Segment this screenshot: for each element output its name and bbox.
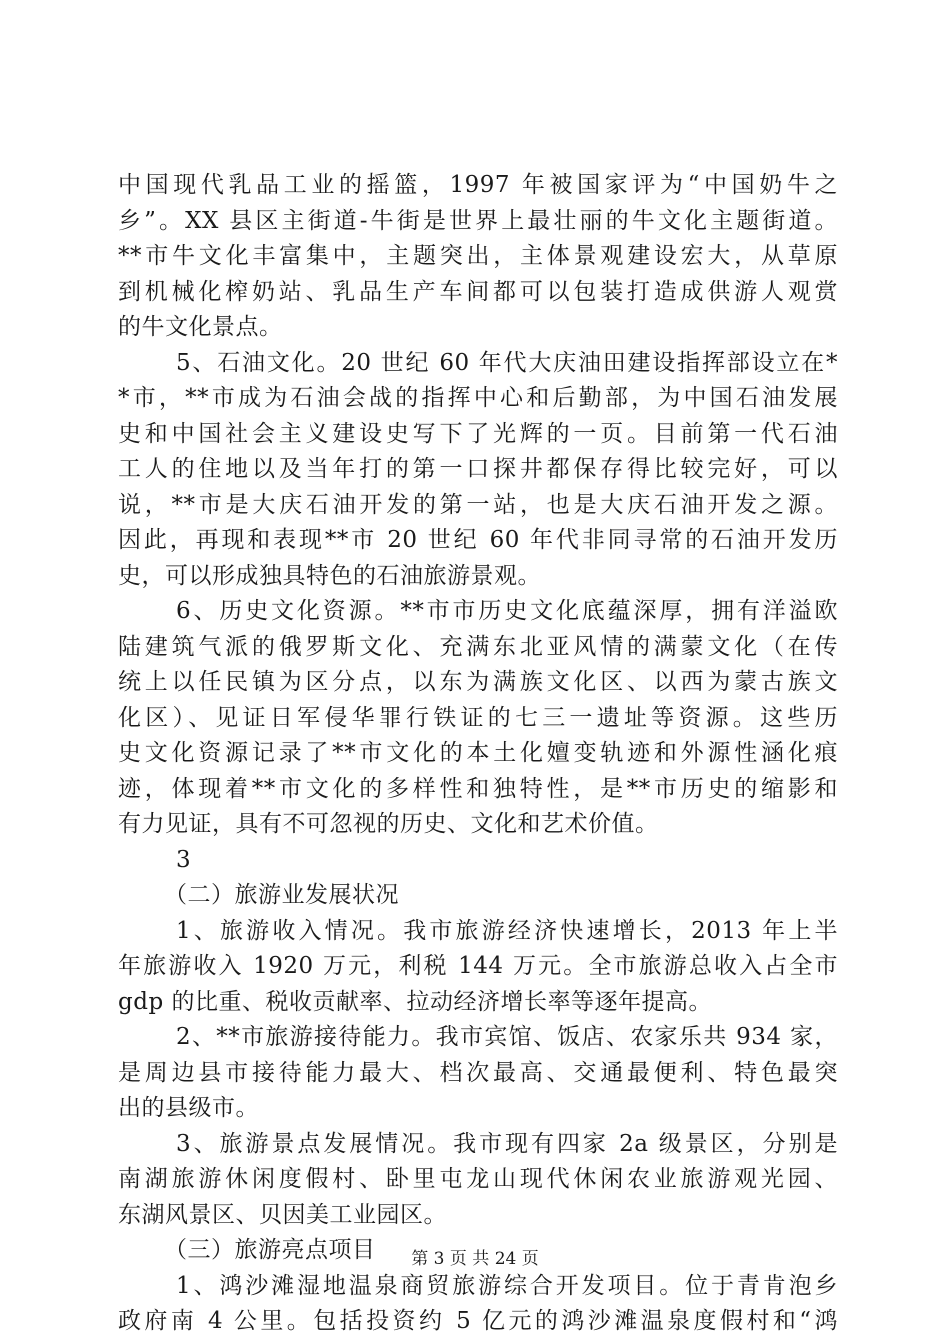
text-line: 史，可以形成独具特色的石油旅游景观。 <box>118 562 541 589</box>
text-line: 3 <box>176 846 192 873</box>
text-line: 5、石油文化。20 世纪 60 年代大庆油田建设指挥部设立在* <box>176 349 838 376</box>
text-line: 化区）、见证日军侵华罪行铁证的七三一遗址等资源。这些历 <box>118 704 838 731</box>
text-line: 是周边县市接待能力最大、档次最高、交通最便利、特色最突 <box>118 1059 838 1086</box>
text-line: 出的县级市。 <box>118 1095 259 1121</box>
text-line: 陆建筑气派的俄罗斯文化、充满东北亚风情的满蒙文化（在传 <box>118 633 838 660</box>
text-line: 统上以任民镇为区分点，以东为满族文化区、以西为蒙古族文 <box>118 669 838 695</box>
text-line: 到机械化榨奶站、乳品生产车间都可以包装打造成供游人观赏 <box>118 278 838 305</box>
text-line: 因此，再现和表现**市 20 世纪 60 年代非同寻常的石油开发历 <box>118 527 838 553</box>
text-line: 南湖旅游休闲度假村、卧里屯龙山现代休闲农业旅游观光园、 <box>118 1166 838 1192</box>
text-line: 中国现代乳品工业的摇篮，1997 年被国家评为“中国奶牛之 <box>118 172 838 198</box>
text-line: gdp 的比重、税收贡献率、拉动经济增长率等逐年提高。 <box>118 988 712 1015</box>
text-line: 政府南 4 公里。包括投资约 5 亿元的鸿沙滩温泉度假村和“鸿 <box>118 1308 838 1334</box>
text-line: 乡”。XX 县区主街道-牛街是世界上最壮丽的牛文化主题街道。 <box>118 207 838 234</box>
text-line: 6、历史文化资源。**市市历史文化底蕴深厚，拥有洋溢欧 <box>176 598 838 624</box>
text-line: 3、旅游景点发展情况。我市现有四家 2a 级景区，分别是 <box>176 1130 838 1157</box>
text-line: 东湖风景区、贝因美工业园区。 <box>118 1201 447 1228</box>
text-line: 说，**市是大庆石油开发的第一站，也是大庆石油开发之源。 <box>118 491 838 518</box>
text-line: 的牛文化景点。 <box>118 314 283 340</box>
text-line: 年旅游收入 1920 万元，利税 144 万元。全市旅游总收入占全市 <box>118 953 838 979</box>
text-line: （二）旅游业发展状况 <box>164 882 399 908</box>
text-line: 史文化资源记录了**市文化的本土化嬗变轨迹和外源性涵化痕 <box>118 740 838 766</box>
text-line: 史和中国社会主义建设史写下了光辉的一页。目前第一代石油 <box>118 420 838 447</box>
document-body <box>118 168 838 1340</box>
text-line: 迹，体现着**市文化的多样性和独特性，是**市历史的缩影和 <box>118 775 838 802</box>
text-line: 工人的住地以及当年打的第一口探井都保存得比较完好，可以 <box>118 456 838 482</box>
text-line: 1、鸿沙滩湿地温泉商贸旅游综合开发项目。位于青肯泡乡 <box>176 1272 838 1299</box>
text-line: 2、**市旅游接待能力。我市宾馆、饭店、农家乐共 934 家， <box>176 1024 838 1050</box>
page-footer: 第 3 页 共 24 页 <box>411 1249 539 1269</box>
text-line: **市牛文化丰富集中，主题突出，主体景观建设宏大，从草原 <box>118 243 838 269</box>
text-line: 1、旅游收入情况。我市旅游经济快速增长，2013 年上半 <box>176 917 838 944</box>
text-line: *市，**市成为石油会战的指挥中心和后勤部，为中国石油发展 <box>118 385 838 411</box>
text-line: 有力见证，具有不可忽视的历史、文化和艺术价值。 <box>118 811 659 837</box>
text-line: （三）旅游亮点项目 <box>164 1237 376 1263</box>
